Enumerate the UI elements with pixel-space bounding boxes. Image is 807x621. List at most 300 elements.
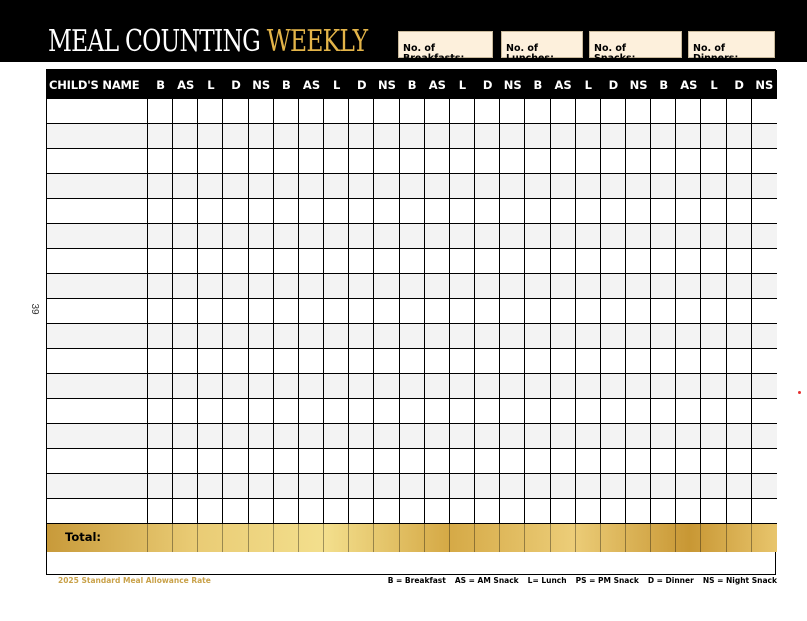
meal-count-cell[interactable] — [198, 274, 223, 299]
meal-count-cell[interactable] — [425, 199, 450, 224]
meal-count-cell[interactable] — [500, 399, 525, 424]
total-count-cell[interactable] — [425, 524, 450, 552]
meal-count-cell[interactable] — [525, 149, 550, 174]
total-count-cell[interactable] — [701, 524, 726, 552]
meal-count-cell[interactable] — [727, 224, 752, 249]
meal-count-cell[interactable] — [450, 199, 475, 224]
meal-count-cell[interactable] — [324, 474, 349, 499]
meal-count-cell[interactable] — [425, 174, 450, 199]
meal-count-cell[interactable] — [223, 249, 248, 274]
meal-count-cell[interactable] — [223, 149, 248, 174]
meal-count-cell[interactable] — [274, 349, 299, 374]
meal-count-cell[interactable] — [525, 199, 550, 224]
meal-count-cell[interactable] — [374, 499, 399, 524]
meal-count-cell[interactable] — [450, 124, 475, 149]
meal-count-cell[interactable] — [274, 299, 299, 324]
meal-count-cell[interactable] — [651, 499, 676, 524]
meal-count-cell[interactable] — [198, 299, 223, 324]
meal-count-cell[interactable] — [500, 374, 525, 399]
meal-count-cell[interactable] — [223, 224, 248, 249]
meal-count-cell[interactable] — [752, 374, 777, 399]
meal-count-cell[interactable] — [551, 399, 576, 424]
meal-count-cell[interactable] — [349, 249, 374, 274]
meal-count-cell[interactable] — [727, 274, 752, 299]
meal-count-cell[interactable] — [324, 249, 349, 274]
meal-count-cell[interactable] — [576, 349, 601, 374]
meal-count-cell[interactable] — [198, 224, 223, 249]
meal-count-cell[interactable] — [299, 174, 324, 199]
meal-count-cell[interactable] — [525, 249, 550, 274]
meal-count-cell[interactable] — [324, 199, 349, 224]
meal-count-cell[interactable] — [148, 324, 173, 349]
meal-count-cell[interactable] — [274, 174, 299, 199]
meal-count-cell[interactable] — [374, 99, 399, 124]
meal-count-cell[interactable] — [576, 299, 601, 324]
meal-count-cell[interactable] — [349, 349, 374, 374]
meal-count-cell[interactable] — [651, 449, 676, 474]
total-count-cell[interactable] — [324, 524, 349, 552]
meal-count-cell[interactable] — [450, 324, 475, 349]
meal-count-cell[interactable] — [198, 399, 223, 424]
meal-count-cell[interactable] — [198, 499, 223, 524]
child-name-cell[interactable] — [47, 199, 148, 224]
meal-count-cell[interactable] — [274, 474, 299, 499]
child-name-cell[interactable] — [47, 124, 148, 149]
meal-count-cell[interactable] — [727, 349, 752, 374]
meal-count-cell[interactable] — [500, 249, 525, 274]
child-name-cell[interactable] — [47, 449, 148, 474]
meal-count-cell[interactable] — [651, 99, 676, 124]
meal-count-cell[interactable] — [274, 149, 299, 174]
meal-count-cell[interactable] — [349, 449, 374, 474]
meal-count-cell[interactable] — [198, 324, 223, 349]
meal-count-cell[interactable] — [701, 99, 726, 124]
total-count-cell[interactable] — [500, 524, 525, 552]
meal-count-cell[interactable] — [223, 399, 248, 424]
meal-count-cell[interactable] — [374, 274, 399, 299]
child-name-cell[interactable] — [47, 299, 148, 324]
meal-count-cell[interactable] — [651, 349, 676, 374]
meal-count-cell[interactable] — [425, 124, 450, 149]
meal-count-cell[interactable] — [727, 199, 752, 224]
child-name-cell[interactable] — [47, 224, 148, 249]
meal-count-cell[interactable] — [173, 199, 198, 224]
meal-count-cell[interactable] — [425, 274, 450, 299]
meal-count-cell[interactable] — [626, 149, 651, 174]
meal-count-cell[interactable] — [701, 224, 726, 249]
snack-count-field[interactable] — [589, 31, 682, 64]
meal-count-cell[interactable] — [601, 399, 626, 424]
meal-count-cell[interactable] — [752, 474, 777, 499]
meal-count-cell[interactable] — [173, 99, 198, 124]
meal-count-cell[interactable] — [223, 349, 248, 374]
meal-count-cell[interactable] — [374, 374, 399, 399]
meal-count-cell[interactable] — [450, 299, 475, 324]
meal-count-cell[interactable] — [374, 199, 399, 224]
meal-count-cell[interactable] — [223, 124, 248, 149]
meal-count-cell[interactable] — [249, 99, 274, 124]
meal-count-cell[interactable] — [576, 99, 601, 124]
meal-count-cell[interactable] — [425, 299, 450, 324]
meal-count-cell[interactable] — [173, 449, 198, 474]
meal-count-cell[interactable] — [676, 124, 701, 149]
meal-count-cell[interactable] — [425, 99, 450, 124]
meal-count-cell[interactable] — [349, 99, 374, 124]
meal-count-cell[interactable] — [148, 224, 173, 249]
meal-count-cell[interactable] — [223, 274, 248, 299]
meal-count-cell[interactable] — [374, 299, 399, 324]
meal-count-cell[interactable] — [450, 449, 475, 474]
meal-count-cell[interactable] — [274, 274, 299, 299]
meal-count-cell[interactable] — [701, 349, 726, 374]
meal-count-cell[interactable] — [324, 424, 349, 449]
meal-count-cell[interactable] — [299, 224, 324, 249]
meal-count-cell[interactable] — [500, 99, 525, 124]
meal-count-cell[interactable] — [626, 199, 651, 224]
meal-count-cell[interactable] — [752, 124, 777, 149]
meal-count-cell[interactable] — [576, 149, 601, 174]
meal-count-cell[interactable] — [651, 424, 676, 449]
meal-count-cell[interactable] — [676, 449, 701, 474]
meal-count-cell[interactable] — [525, 124, 550, 149]
meal-count-cell[interactable] — [374, 399, 399, 424]
meal-count-cell[interactable] — [374, 449, 399, 474]
meal-count-cell[interactable] — [626, 399, 651, 424]
meal-count-cell[interactable] — [349, 149, 374, 174]
meal-count-cell[interactable] — [525, 374, 550, 399]
meal-count-cell[interactable] — [299, 499, 324, 524]
meal-count-cell[interactable] — [450, 399, 475, 424]
meal-count-cell[interactable] — [198, 424, 223, 449]
total-count-cell[interactable] — [148, 524, 173, 552]
meal-count-cell[interactable] — [525, 399, 550, 424]
meal-count-cell[interactable] — [274, 99, 299, 124]
meal-count-cell[interactable] — [701, 274, 726, 299]
meal-count-cell[interactable] — [173, 424, 198, 449]
child-name-cell[interactable] — [47, 324, 148, 349]
meal-count-cell[interactable] — [651, 124, 676, 149]
meal-count-cell[interactable] — [601, 124, 626, 149]
meal-count-cell[interactable] — [198, 349, 223, 374]
meal-count-cell[interactable] — [299, 149, 324, 174]
meal-count-cell[interactable] — [425, 249, 450, 274]
meal-count-cell[interactable] — [475, 249, 500, 274]
meal-count-cell[interactable] — [651, 324, 676, 349]
meal-count-cell[interactable] — [400, 199, 425, 224]
meal-count-cell[interactable] — [450, 374, 475, 399]
meal-count-cell[interactable] — [475, 274, 500, 299]
meal-count-cell[interactable] — [576, 449, 601, 474]
meal-count-cell[interactable] — [676, 324, 701, 349]
meal-count-cell[interactable] — [173, 274, 198, 299]
meal-count-cell[interactable] — [299, 124, 324, 149]
meal-count-cell[interactable] — [223, 374, 248, 399]
meal-count-cell[interactable] — [626, 474, 651, 499]
meal-count-cell[interactable] — [651, 149, 676, 174]
meal-count-cell[interactable] — [626, 424, 651, 449]
meal-count-cell[interactable] — [450, 274, 475, 299]
meal-count-cell[interactable] — [400, 274, 425, 299]
meal-count-cell[interactable] — [400, 474, 425, 499]
meal-count-cell[interactable] — [475, 424, 500, 449]
meal-count-cell[interactable] — [198, 249, 223, 274]
meal-count-cell[interactable] — [500, 274, 525, 299]
meal-count-cell[interactable] — [148, 349, 173, 374]
meal-count-cell[interactable] — [425, 449, 450, 474]
meal-count-cell[interactable] — [223, 424, 248, 449]
meal-count-cell[interactable] — [525, 349, 550, 374]
meal-count-cell[interactable] — [525, 424, 550, 449]
meal-count-cell[interactable] — [349, 374, 374, 399]
total-count-cell[interactable] — [727, 524, 752, 552]
meal-count-cell[interactable] — [551, 474, 576, 499]
meal-count-cell[interactable] — [173, 474, 198, 499]
meal-count-cell[interactable] — [400, 99, 425, 124]
meal-count-cell[interactable] — [551, 424, 576, 449]
meal-count-cell[interactable] — [626, 274, 651, 299]
meal-count-cell[interactable] — [576, 399, 601, 424]
meal-count-cell[interactable] — [676, 274, 701, 299]
meal-count-cell[interactable] — [324, 349, 349, 374]
meal-count-cell[interactable] — [701, 199, 726, 224]
meal-count-cell[interactable] — [249, 149, 274, 174]
meal-count-cell[interactable] — [551, 99, 576, 124]
meal-count-cell[interactable] — [299, 299, 324, 324]
meal-count-cell[interactable] — [173, 499, 198, 524]
meal-count-cell[interactable] — [701, 149, 726, 174]
meal-count-cell[interactable] — [400, 349, 425, 374]
meal-count-cell[interactable] — [500, 474, 525, 499]
meal-count-cell[interactable] — [626, 374, 651, 399]
meal-count-cell[interactable] — [601, 374, 626, 399]
meal-count-cell[interactable] — [223, 324, 248, 349]
meal-count-cell[interactable] — [727, 449, 752, 474]
meal-count-cell[interactable] — [425, 149, 450, 174]
meal-count-cell[interactable] — [249, 324, 274, 349]
meal-count-cell[interactable] — [349, 274, 374, 299]
meal-count-cell[interactable] — [500, 299, 525, 324]
meal-count-cell[interactable] — [576, 274, 601, 299]
meal-count-cell[interactable] — [400, 224, 425, 249]
meal-count-cell[interactable] — [173, 374, 198, 399]
meal-count-cell[interactable] — [752, 199, 777, 224]
meal-count-cell[interactable] — [173, 174, 198, 199]
meal-count-cell[interactable] — [349, 324, 374, 349]
meal-count-cell[interactable] — [626, 449, 651, 474]
meal-count-cell[interactable] — [727, 424, 752, 449]
meal-count-cell[interactable] — [676, 249, 701, 274]
meal-count-cell[interactable] — [249, 499, 274, 524]
meal-count-cell[interactable] — [324, 149, 349, 174]
meal-count-cell[interactable] — [274, 199, 299, 224]
total-count-cell[interactable] — [223, 524, 248, 552]
meal-count-cell[interactable] — [374, 249, 399, 274]
meal-count-cell[interactable] — [752, 249, 777, 274]
meal-count-cell[interactable] — [425, 349, 450, 374]
meal-count-cell[interactable] — [249, 174, 274, 199]
meal-count-cell[interactable] — [601, 499, 626, 524]
meal-count-cell[interactable] — [148, 299, 173, 324]
child-name-cell[interactable] — [47, 349, 148, 374]
meal-count-cell[interactable] — [324, 449, 349, 474]
meal-count-cell[interactable] — [274, 499, 299, 524]
meal-count-cell[interactable] — [450, 499, 475, 524]
meal-count-cell[interactable] — [576, 474, 601, 499]
meal-count-cell[interactable] — [148, 274, 173, 299]
meal-count-cell[interactable] — [701, 124, 726, 149]
meal-count-cell[interactable] — [601, 474, 626, 499]
meal-count-cell[interactable] — [299, 249, 324, 274]
meal-count-cell[interactable] — [475, 199, 500, 224]
meal-count-cell[interactable] — [198, 149, 223, 174]
meal-count-cell[interactable] — [676, 499, 701, 524]
total-count-cell[interactable] — [274, 524, 299, 552]
meal-count-cell[interactable] — [752, 499, 777, 524]
meal-count-cell[interactable] — [475, 99, 500, 124]
meal-count-cell[interactable] — [249, 199, 274, 224]
meal-count-cell[interactable] — [450, 174, 475, 199]
meal-count-cell[interactable] — [198, 124, 223, 149]
meal-count-cell[interactable] — [601, 224, 626, 249]
meal-count-cell[interactable] — [727, 499, 752, 524]
meal-count-cell[interactable] — [525, 499, 550, 524]
meal-count-cell[interactable] — [425, 424, 450, 449]
meal-count-cell[interactable] — [450, 99, 475, 124]
meal-count-cell[interactable] — [249, 124, 274, 149]
meal-count-cell[interactable] — [601, 449, 626, 474]
meal-count-cell[interactable] — [425, 374, 450, 399]
meal-count-cell[interactable] — [676, 299, 701, 324]
meal-count-cell[interactable] — [299, 199, 324, 224]
meal-count-cell[interactable] — [701, 449, 726, 474]
meal-count-cell[interactable] — [601, 299, 626, 324]
meal-count-cell[interactable] — [274, 324, 299, 349]
total-count-cell[interactable] — [249, 524, 274, 552]
breakfast-count-field[interactable] — [398, 31, 493, 64]
meal-count-cell[interactable] — [576, 374, 601, 399]
meal-count-cell[interactable] — [274, 124, 299, 149]
meal-count-cell[interactable] — [324, 124, 349, 149]
meal-count-cell[interactable] — [324, 274, 349, 299]
meal-count-cell[interactable] — [727, 99, 752, 124]
meal-count-cell[interactable] — [551, 249, 576, 274]
meal-count-cell[interactable] — [274, 224, 299, 249]
meal-count-cell[interactable] — [374, 474, 399, 499]
meal-count-cell[interactable] — [752, 424, 777, 449]
meal-count-cell[interactable] — [173, 399, 198, 424]
meal-count-cell[interactable] — [349, 424, 374, 449]
meal-count-cell[interactable] — [551, 274, 576, 299]
meal-count-cell[interactable] — [249, 224, 274, 249]
meal-count-cell[interactable] — [299, 324, 324, 349]
meal-count-cell[interactable] — [299, 449, 324, 474]
meal-count-cell[interactable] — [349, 399, 374, 424]
meal-count-cell[interactable] — [752, 99, 777, 124]
meal-count-cell[interactable] — [576, 324, 601, 349]
meal-count-cell[interactable] — [676, 149, 701, 174]
meal-count-cell[interactable] — [148, 199, 173, 224]
meal-count-cell[interactable] — [525, 324, 550, 349]
meal-count-cell[interactable] — [173, 149, 198, 174]
child-name-cell[interactable] — [47, 499, 148, 524]
meal-count-cell[interactable] — [400, 399, 425, 424]
total-count-cell[interactable] — [299, 524, 324, 552]
meal-count-cell[interactable] — [701, 399, 726, 424]
meal-count-cell[interactable] — [525, 299, 550, 324]
total-count-cell[interactable] — [173, 524, 198, 552]
meal-count-cell[interactable] — [475, 124, 500, 149]
meal-count-cell[interactable] — [400, 299, 425, 324]
meal-count-cell[interactable] — [626, 124, 651, 149]
meal-count-cell[interactable] — [727, 124, 752, 149]
meal-count-cell[interactable] — [349, 474, 374, 499]
meal-count-cell[interactable] — [752, 274, 777, 299]
meal-count-cell[interactable] — [626, 499, 651, 524]
meal-count-cell[interactable] — [324, 324, 349, 349]
meal-count-cell[interactable] — [400, 149, 425, 174]
meal-count-cell[interactable] — [299, 274, 324, 299]
meal-count-cell[interactable] — [525, 224, 550, 249]
meal-count-cell[interactable] — [752, 174, 777, 199]
meal-count-cell[interactable] — [701, 174, 726, 199]
meal-count-cell[interactable] — [601, 349, 626, 374]
meal-count-cell[interactable] — [601, 324, 626, 349]
meal-count-cell[interactable] — [525, 274, 550, 299]
meal-count-cell[interactable] — [500, 499, 525, 524]
meal-count-cell[interactable] — [626, 299, 651, 324]
total-count-cell[interactable] — [576, 524, 601, 552]
meal-count-cell[interactable] — [198, 199, 223, 224]
meal-count-cell[interactable] — [249, 374, 274, 399]
meal-count-cell[interactable] — [198, 174, 223, 199]
meal-count-cell[interactable] — [450, 424, 475, 449]
meal-count-cell[interactable] — [148, 449, 173, 474]
meal-count-cell[interactable] — [173, 224, 198, 249]
meal-count-cell[interactable] — [576, 249, 601, 274]
meal-count-cell[interactable] — [223, 199, 248, 224]
meal-count-cell[interactable] — [551, 449, 576, 474]
meal-count-cell[interactable] — [223, 174, 248, 199]
meal-count-cell[interactable] — [349, 124, 374, 149]
meal-count-cell[interactable] — [551, 349, 576, 374]
meal-count-cell[interactable] — [425, 399, 450, 424]
meal-count-cell[interactable] — [500, 324, 525, 349]
meal-count-cell[interactable] — [148, 99, 173, 124]
meal-count-cell[interactable] — [148, 249, 173, 274]
total-count-cell[interactable] — [626, 524, 651, 552]
meal-count-cell[interactable] — [475, 299, 500, 324]
meal-count-cell[interactable] — [752, 324, 777, 349]
meal-count-cell[interactable] — [475, 474, 500, 499]
meal-count-cell[interactable] — [525, 474, 550, 499]
meal-count-cell[interactable] — [324, 99, 349, 124]
meal-count-cell[interactable] — [148, 474, 173, 499]
meal-count-cell[interactable] — [601, 424, 626, 449]
meal-count-cell[interactable] — [701, 474, 726, 499]
meal-count-cell[interactable] — [752, 224, 777, 249]
meal-count-cell[interactable] — [324, 374, 349, 399]
meal-count-cell[interactable] — [551, 124, 576, 149]
meal-count-cell[interactable] — [500, 149, 525, 174]
meal-count-cell[interactable] — [752, 349, 777, 374]
meal-count-cell[interactable] — [676, 199, 701, 224]
meal-count-cell[interactable] — [148, 499, 173, 524]
child-name-cell[interactable] — [47, 399, 148, 424]
meal-count-cell[interactable] — [198, 374, 223, 399]
meal-count-cell[interactable] — [676, 174, 701, 199]
meal-count-cell[interactable] — [525, 99, 550, 124]
meal-count-cell[interactable] — [626, 224, 651, 249]
